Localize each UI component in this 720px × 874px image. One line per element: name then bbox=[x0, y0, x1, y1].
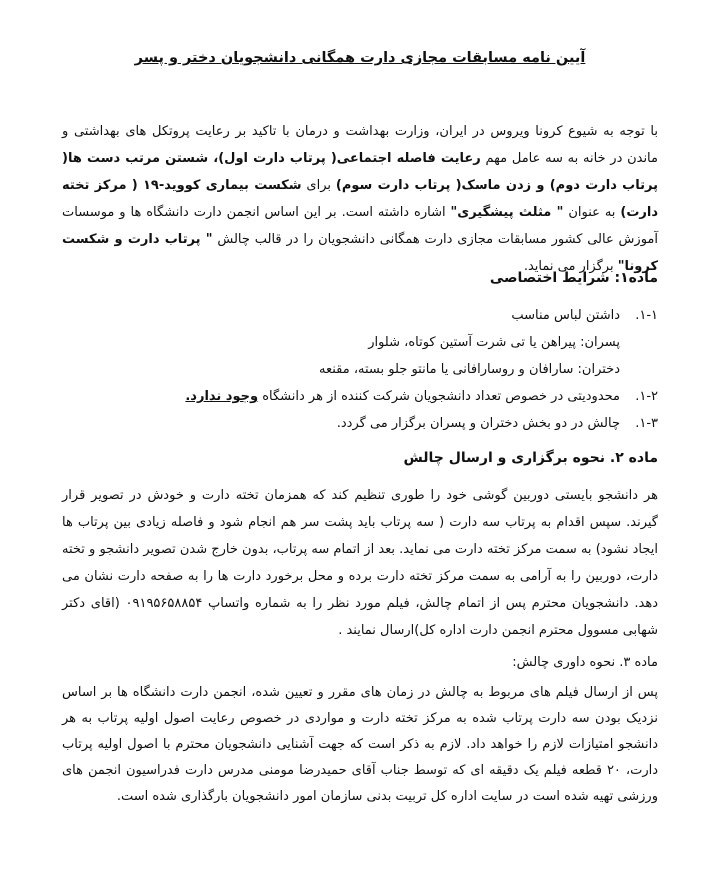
girls-dress: دختران: سارافان و روسارافانی یا مانتو جلو بسته، مقنعه bbox=[318, 362, 620, 377]
item-text: چالش در دو بخش دختران و پسران برگزار می گردد. bbox=[336, 416, 620, 431]
list-item bbox=[62, 383, 658, 410]
boys-dress: پسران: پیراهن یا تی شرت آستین کوتاه، شلوار bbox=[368, 335, 620, 350]
intro-bold-2: شکست بیماری کووید-۱۹ ( مرکز تخته دارت) bbox=[62, 178, 658, 220]
item-emphasis: وجود ندارد. bbox=[185, 389, 259, 404]
section3-paragraph: پس از ارسال فیلم های مربوط به چالش در زمان های مقرر و تعیین شده، انجمن دارت دانشگاه ها بر اساس نزدیک بودن سه دارت پرتاب شده به مرکز تخته دارت و مواردی در خصوص رعایت اصول اولیه پرتاب به هر دانشجو امتیازات لازم را خواهد داد. لازم به ذکر است که جهت آشنایی دانشجویان محترم با اصول اولیه پرتاب دارت، ۲۰ قطعه فیلم یک دقیقه ای که توسط جناب آقای حمیدرضا مومنی مدرس دارت فدراسیون انجمن های ورزشی تهیه شده است در سایت اداره کل تربیت بدنی سازمان امور دانشجویان بارگذاری شده است. bbox=[62, 685, 659, 804]
intro-text-1: با توجه به شیوع کرونا ویروس در ایران، وزارت بهداشت و درمان با تاکید بر رعایت پروتکل های بهداشتی و ماندن در خانه به سه عامل مهم bbox=[62, 124, 658, 166]
section1-heading: ماده۱: شرایط اختصاصی bbox=[489, 270, 658, 286]
item-number: ۱-۲. bbox=[635, 389, 658, 404]
intro-paragraph bbox=[62, 118, 658, 280]
section3-heading: ماده ۳. نحوه داوری چالش: bbox=[512, 655, 658, 670]
intro-text-3: به عنوان bbox=[568, 205, 616, 220]
item-number: ۱-۳. bbox=[635, 416, 658, 431]
section2-heading: ماده ۲. نحوه برگزاری و ارسال چالش bbox=[403, 450, 658, 466]
intro-bold-1: رعایت فاصله اجتماعی( پرتاب دارت اول)، شستن مرتب دست ها( پرتاب دارت دوم) و زدن ماسک( پرتاب دارت سوم) bbox=[62, 151, 658, 193]
section2-paragraph: هر دانشجو بایستی دوربین گوشی خود را طوری تنظیم کند که همزمان تخته دارت و خودش در تصویر قرار گیرند. سپس اقدام به پرتاب سه دارت ( سه پرتاب باید پشت سر هم انجام شود و فاصله زیادی بین پرتاب ها ایجاد نشود) به سمت مرکز تخته دارت می نماید. بعد از اتمام سه پرتاب، بدون خارج شدن تصویر دانشجو و تخته دارت، دوربین را به آرامی به سمت مرکز تخته دارت برده و محل برخورد دارت ها را به صفحه دارت نشان می دهد. دانشجویان محترم پس از اتمام چالش، فیلم مورد نظر را به شماره واتساپ ۰۹۱۹۵۶۵۸۸۵۴ (اقای دکتر شهابی مسوول محترم انجمن دارت اداره کل)ارسال نمایند . bbox=[62, 488, 659, 638]
intro-text-4: اشاره داشته است. بر این اساس انجمن دارت دانشگاه ها و موسسات آموزش عالی کشور مسابقات مجازی دارت همگانی دانشجویان را در قالب چالش bbox=[62, 205, 658, 247]
item-number: ۱-۱. bbox=[635, 308, 658, 323]
list-item bbox=[62, 410, 658, 437]
section1-items bbox=[62, 302, 658, 437]
intro-text-5: برگزار می نماید. bbox=[523, 259, 614, 274]
list-item bbox=[62, 302, 658, 329]
intro-bold-3: " مثلث پیشگیری" bbox=[450, 205, 564, 220]
intro-text-2: برای bbox=[306, 178, 331, 193]
item-text-part: محدودیتی در خصوص تعداد دانشجویان شرکت کننده از هر دانشگاه bbox=[262, 389, 620, 404]
document-title bbox=[0, 50, 720, 66]
intro-bold-4: " پرتاب دارت و شکست کرونا" bbox=[62, 232, 658, 274]
item-text: داشتن لباس مناسب bbox=[511, 308, 620, 323]
title-text: آیین نامه مسابقات مجازی دارت همگانی دانشجویان دختر و پسر bbox=[134, 50, 586, 66]
item-text bbox=[185, 383, 620, 410]
